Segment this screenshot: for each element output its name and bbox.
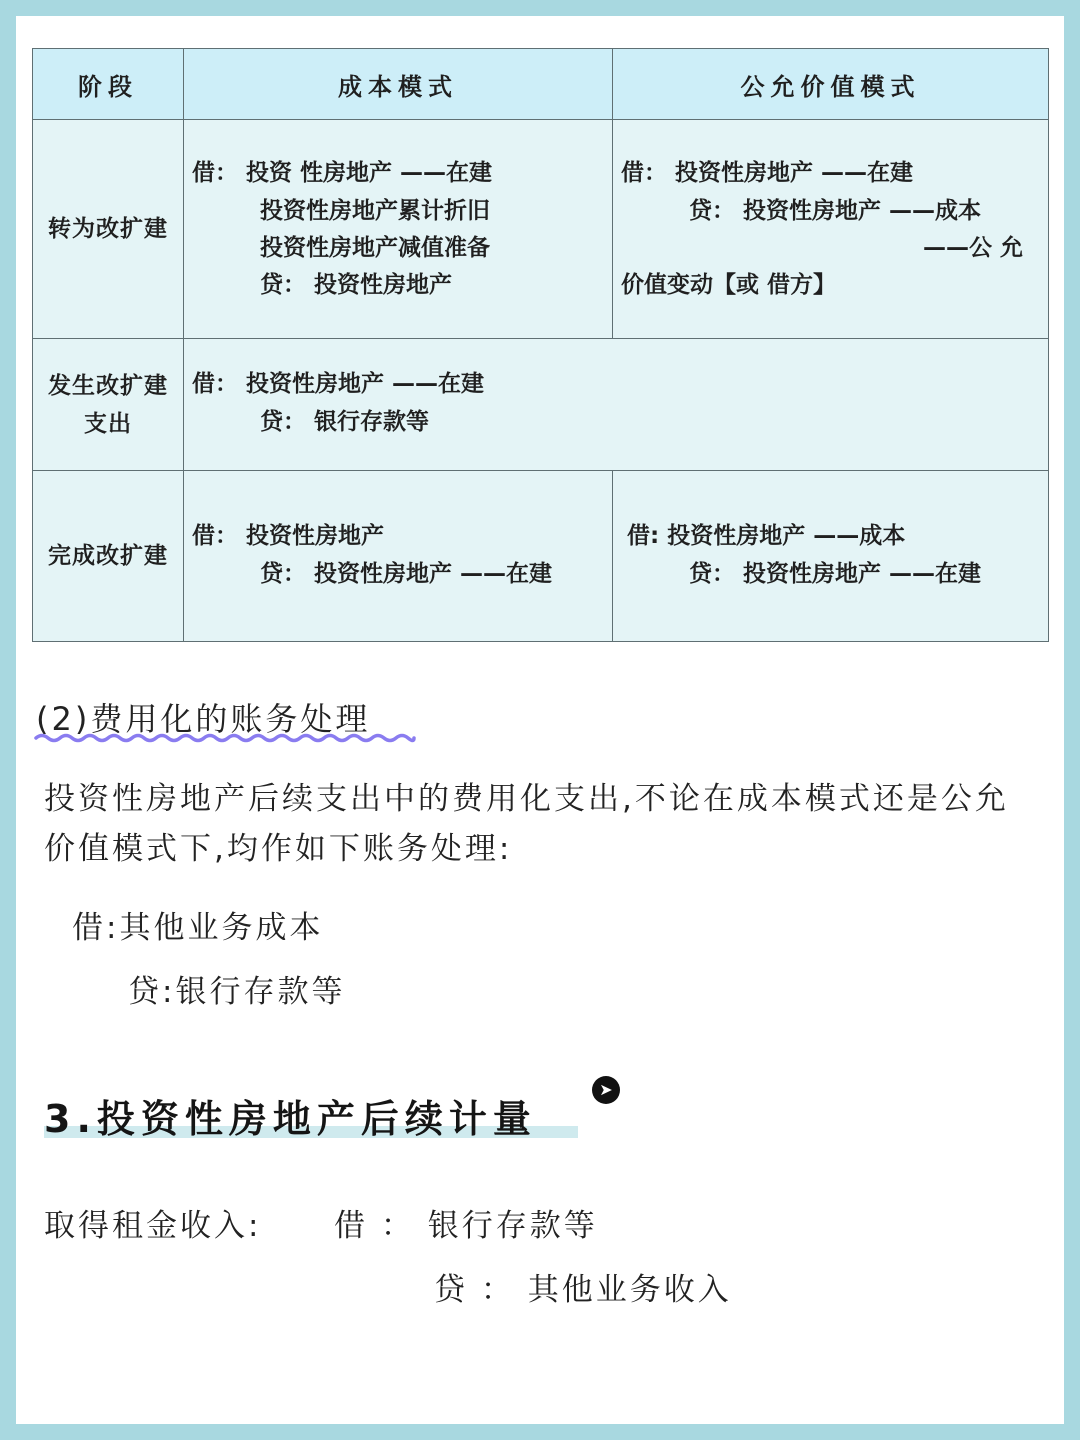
header-stage: 阶段 (33, 49, 184, 120)
section-title: 3.投资性房地产后续计量 (44, 1097, 537, 1141)
entry-line: 借： 投资性房地产 ——在建 (192, 370, 485, 397)
table-row (33, 339, 1049, 470)
entry-line: 贷： 银行存款等 (260, 408, 430, 435)
entry-line: 投资性房地产累计折旧 (260, 198, 490, 225)
entry-line: 借： 投资 性房地产 ——在建 (192, 160, 493, 187)
entry-line: 贷： 投资性房地产 ——成本 (689, 198, 982, 225)
fair-value-cell (613, 120, 1049, 339)
table-row (33, 470, 1049, 641)
debit-entry: 借 ： 银行存款等 (334, 1208, 598, 1244)
rent-income-label: 取得租金收入: (44, 1208, 262, 1244)
stage-cell: 发生改扩建 支出 (33, 339, 184, 470)
fair-value-cell (613, 470, 1049, 641)
entry-line: 借： 投资性房地产 (192, 522, 385, 549)
entry-line: 贷： 投资性房地产 ——在建 (260, 560, 553, 587)
credit-entry: 贷 ： 其他业务收入 (434, 1272, 732, 1308)
stage-cell: 转为改扩建 (33, 120, 184, 339)
credit-entry: 贷:银行存款等 (128, 974, 346, 1010)
accounting-table (32, 48, 1049, 642)
entry-line: 贷： 投资性房地产 ——在建 (689, 560, 982, 587)
cost-cell (184, 470, 613, 641)
squiggle-underline-icon (34, 732, 416, 744)
cost-cell (184, 120, 613, 339)
stage-cell: 完成改扩建 (33, 470, 184, 641)
entry-line: ——公 允 (923, 235, 1024, 262)
description-paragraph: 投资性房地产后续支出中的费用化支出,不论在成本模式还是公允价值模式下,均作如下账务处理: (44, 781, 1009, 867)
entry-line: 价值变动【或 借方】 (621, 272, 837, 299)
entry-line: 借： 投资性房地产 ——在建 (621, 160, 914, 187)
entry-line: 借: 投资性房地产 ——成本 (627, 522, 906, 549)
arrow-right-circle-icon: ➤ (592, 1076, 620, 1104)
merged-cell (184, 339, 1049, 470)
debit-entry: 借:其他业务成本 (72, 910, 324, 946)
entry-line: 贷： 投资性房地产 (260, 272, 453, 299)
header-fair-value-model: 公允价值模式 (613, 49, 1049, 120)
entry-line: 投资性房地产减值准备 (260, 235, 490, 262)
section-heading: (2)费用化的账务处理 (36, 700, 371, 738)
table-row (33, 120, 1049, 339)
header-cost-model: 成本模式 (184, 49, 613, 120)
page (16, 16, 1064, 1424)
